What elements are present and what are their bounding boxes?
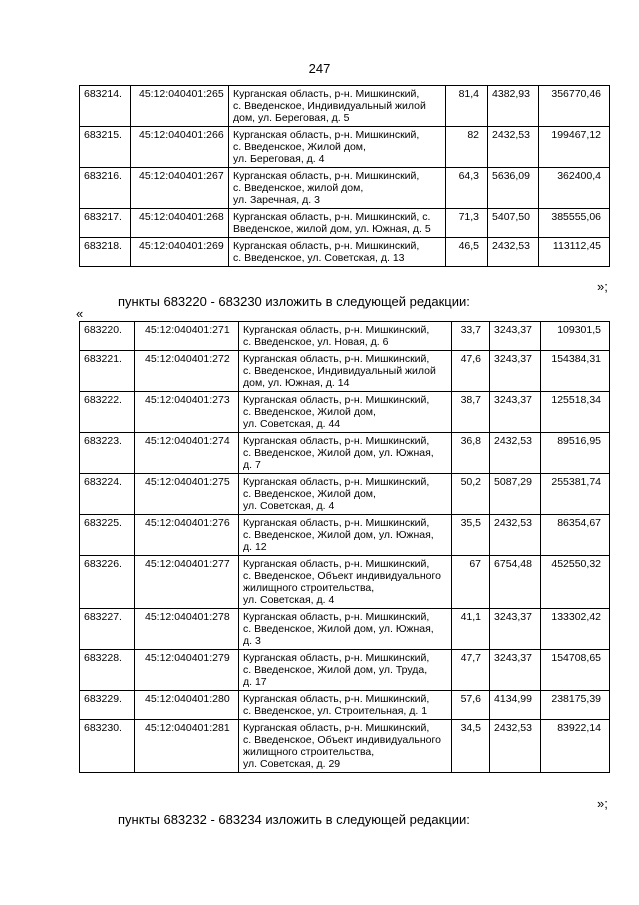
address-line: с. Введенское, Жилой дом, (233, 141, 366, 153)
area-cell: 34,5 (452, 720, 490, 773)
cadastral-number-cell: 45:12:040401:278 (135, 609, 239, 650)
address-cell (239, 322, 452, 351)
area-cell: 36,8 (452, 433, 490, 474)
address-line: с. Введенское, Индивидуальный жилой (233, 100, 426, 112)
address-line: с. Введенское, ул. Новая, д. 6 (243, 336, 389, 348)
address-cell (239, 433, 452, 474)
cadastral-number-cell: 45:12:040401:281 (135, 720, 239, 773)
row-number-cell: 683214. (80, 86, 131, 127)
table-row (80, 556, 610, 609)
area-cell: 47,7 (452, 650, 490, 691)
address-cell (239, 351, 452, 392)
table-row (80, 720, 610, 773)
closing-quote: »; (597, 279, 608, 294)
address-line: с. Введенское, Жилой дом, (243, 488, 376, 500)
closing-quote: »; (597, 796, 608, 811)
address-line: дом, ул. Береговая, д. 5 (233, 112, 350, 124)
row-number-cell: 683226. (80, 556, 135, 609)
address-cell (229, 86, 446, 127)
price-cell: 2432,53 (488, 127, 539, 168)
area-cell: 81,4 (446, 86, 488, 127)
row-number-cell: 683230. (80, 720, 135, 773)
address-line: Курганская область, р-н. Мишкинский, (243, 476, 430, 488)
paragraph: пункты 683232 - 683234 изложить в следующей редакции: (118, 812, 470, 827)
address-line: жилищного строительства, (243, 582, 375, 594)
price-cell: 2432,53 (488, 238, 539, 267)
address-line: дом, ул. Южная, д. 14 (243, 377, 350, 389)
cadastral-number-cell: 45:12:040401:277 (135, 556, 239, 609)
cadastral-number-cell: 45:12:040401:266 (131, 127, 229, 168)
address-cell (239, 650, 452, 691)
cadastral-value-cell: 362400,4 (539, 168, 610, 209)
cadastral-value-cell: 385555,06 (539, 209, 610, 238)
address-cell (239, 720, 452, 773)
address-line: с. Введенское, Жилой дом, ул. Южная, (243, 529, 434, 541)
address-line: с. Введенское, Жилой дом, ул. Труда, (243, 664, 428, 676)
cadastral-value-cell: 199467,12 (539, 127, 610, 168)
address-line: ул. Советская, д. 29 (243, 758, 341, 770)
cadastral-value-cell: 86354,67 (541, 515, 610, 556)
cadastral-value-cell: 452550,32 (541, 556, 610, 609)
address-line: с. Введенское, Объект индивидуального (243, 734, 441, 746)
cadastral-value-cell: 356770,46 (539, 86, 610, 127)
address-line: д. 12 (243, 541, 267, 553)
page-number: 247 (308, 61, 331, 76)
address-line: с. Введенское, Индивидуальный жилой (243, 365, 436, 377)
cadastral-value-cell: 255381,74 (541, 474, 610, 515)
row-number-cell: 683220. (80, 322, 135, 351)
table-row (80, 168, 610, 209)
address-cell (229, 209, 446, 238)
row-number-cell: 683225. (80, 515, 135, 556)
table-row (80, 322, 610, 351)
address-line: д. 3 (243, 635, 261, 647)
address-line: д. 7 (243, 459, 261, 471)
address-line: Курганская область, р-н. Мишкинский, (243, 517, 430, 529)
address-cell (239, 392, 452, 433)
table-row (80, 433, 610, 474)
table-row (80, 351, 610, 392)
area-cell: 67 (452, 556, 490, 609)
table-row (80, 650, 610, 691)
table-row (80, 392, 610, 433)
area-cell: 47,6 (452, 351, 490, 392)
table-row (80, 238, 610, 267)
cadastral-value-cell: 89516,95 (541, 433, 610, 474)
property-table-1 (79, 85, 610, 267)
price-cell: 4134,99 (490, 691, 541, 720)
area-cell: 33,7 (452, 322, 490, 351)
cadastral-number-cell: 45:12:040401:265 (131, 86, 229, 127)
price-cell: 3243,37 (490, 392, 541, 433)
price-cell: 3243,37 (490, 322, 541, 351)
property-table-2 (79, 321, 610, 773)
table-row (80, 86, 610, 127)
address-line: ул. Советская, д. 4 (243, 594, 335, 606)
table-body-1 (80, 86, 610, 267)
price-cell: 2432,53 (490, 433, 541, 474)
address-cell (239, 691, 452, 720)
address-line: Курганская область, р-н. Мишкинский, (243, 558, 430, 570)
address-line: с. Введенское, жилой дом, (233, 182, 364, 194)
price-cell: 6754,48 (490, 556, 541, 609)
price-cell: 2432,53 (490, 720, 541, 773)
price-cell: 5407,50 (488, 209, 539, 238)
address-cell (239, 515, 452, 556)
cadastral-number-cell: 45:12:040401:274 (135, 433, 239, 474)
row-number-cell: 683222. (80, 392, 135, 433)
address-line: ул. Заречная, д. 3 (233, 194, 320, 206)
address-line: с. Введенское, Жилой дом, ул. Южная, (243, 623, 434, 635)
address-cell (239, 609, 452, 650)
area-cell: 71,3 (446, 209, 488, 238)
cadastral-number-cell: 45:12:040401:269 (131, 238, 229, 267)
cadastral-value-cell: 83922,14 (541, 720, 610, 773)
cadastral-number-cell: 45:12:040401:268 (131, 209, 229, 238)
address-line: Курганская область, р-н. Мишкинский, (243, 394, 430, 406)
address-line: Курганская область, р-н. Мишкинский, (243, 722, 430, 734)
area-cell: 41,1 (452, 609, 490, 650)
cadastral-value-cell: 154708,65 (541, 650, 610, 691)
area-cell: 46,5 (446, 238, 488, 267)
row-number-cell: 683223. (80, 433, 135, 474)
cadastral-value-cell: 109301,5 (541, 322, 610, 351)
row-number-cell: 683218. (80, 238, 131, 267)
cadastral-number-cell: 45:12:040401:273 (135, 392, 239, 433)
address-line: Курганская область, р-н. Мишкинский, (243, 652, 430, 664)
address-line: Курганская область, р-н. Мишкинский, (233, 170, 420, 182)
address-line: Введенское, жилой дом, ул. Южная, д. 5 (233, 223, 431, 235)
table-body-2 (80, 322, 610, 773)
area-cell: 64,3 (446, 168, 488, 209)
address-line: Курганская область, р-н. Мишкинский, (233, 240, 420, 252)
cadastral-value-cell: 154384,31 (541, 351, 610, 392)
address-line: с. Введенское, Жилой дом, (243, 406, 376, 418)
table-row (80, 127, 610, 168)
address-line: с. Введенское, ул. Советская, д. 13 (233, 252, 405, 264)
area-cell: 50,2 (452, 474, 490, 515)
cadastral-value-cell: 133302,42 (541, 609, 610, 650)
address-cell (239, 474, 452, 515)
cadastral-number-cell: 45:12:040401:280 (135, 691, 239, 720)
table-row (80, 609, 610, 650)
row-number-cell: 683215. (80, 127, 131, 168)
cadastral-number-cell: 45:12:040401:275 (135, 474, 239, 515)
address-line: ул. Советская, д. 44 (243, 418, 341, 430)
address-line: Курганская область, р-н. Мишкинский, с. (233, 211, 431, 223)
cadastral-number-cell: 45:12:040401:276 (135, 515, 239, 556)
address-line: Курганская область, р-н. Мишкинский, (233, 88, 420, 100)
table-row (80, 209, 610, 238)
row-number-cell: 683217. (80, 209, 131, 238)
cadastral-number-cell: 45:12:040401:271 (135, 322, 239, 351)
price-cell: 4382,93 (488, 86, 539, 127)
price-cell: 2432,53 (490, 515, 541, 556)
cadastral-number-cell: 45:12:040401:267 (131, 168, 229, 209)
row-number-cell: 683229. (80, 691, 135, 720)
address-line: с. Введенское, Жилой дом, ул. Южная, (243, 447, 434, 459)
address-cell (239, 556, 452, 609)
address-line: Курганская область, р-н. Мишкинский, (233, 129, 420, 141)
price-cell: 3243,37 (490, 351, 541, 392)
table-row (80, 474, 610, 515)
opening-quote: « (76, 306, 84, 321)
price-cell: 5087,29 (490, 474, 541, 515)
row-number-cell: 683221. (80, 351, 135, 392)
address-line: Курганская область, р-н. Мишкинский, (243, 353, 430, 365)
table-row (80, 691, 610, 720)
address-cell (229, 238, 446, 267)
cadastral-number-cell: 45:12:040401:272 (135, 351, 239, 392)
table-row (80, 515, 610, 556)
price-cell: 3243,37 (490, 609, 541, 650)
address-line: жилищного строительства, (243, 746, 375, 758)
price-cell: 3243,37 (490, 650, 541, 691)
address-line: с. Введенское, Объект индивидуального (243, 570, 441, 582)
address-line: д. 17 (243, 676, 267, 688)
price-cell: 5636,09 (488, 168, 539, 209)
address-line: с. Введенское, ул. Строительная, д. 1 (243, 705, 428, 717)
cadastral-number-cell: 45:12:040401:279 (135, 650, 239, 691)
cadastral-value-cell: 238175,39 (541, 691, 610, 720)
address-line: ул. Советская, д. 4 (243, 500, 335, 512)
address-line: Курганская область, р-н. Мишкинский, (243, 693, 430, 705)
address-line: Курганская область, р-н. Мишкинский, (243, 435, 430, 447)
area-cell: 35,5 (452, 515, 490, 556)
paragraph: пункты 683220 - 683230 изложить в следующей редакции: (118, 294, 470, 309)
row-number-cell: 683224. (80, 474, 135, 515)
address-cell (229, 127, 446, 168)
address-line: Курганская область, р-н. Мишкинский, (243, 611, 430, 623)
address-cell (229, 168, 446, 209)
cadastral-value-cell: 125518,34 (541, 392, 610, 433)
row-number-cell: 683228. (80, 650, 135, 691)
cadastral-value-cell: 113112,45 (539, 238, 610, 267)
address-line: ул. Береговая, д. 4 (233, 153, 325, 165)
row-number-cell: 683216. (80, 168, 131, 209)
address-line: Курганская область, р-н. Мишкинский, (243, 324, 430, 336)
area-cell: 82 (446, 127, 488, 168)
area-cell: 57,6 (452, 691, 490, 720)
row-number-cell: 683227. (80, 609, 135, 650)
area-cell: 38,7 (452, 392, 490, 433)
